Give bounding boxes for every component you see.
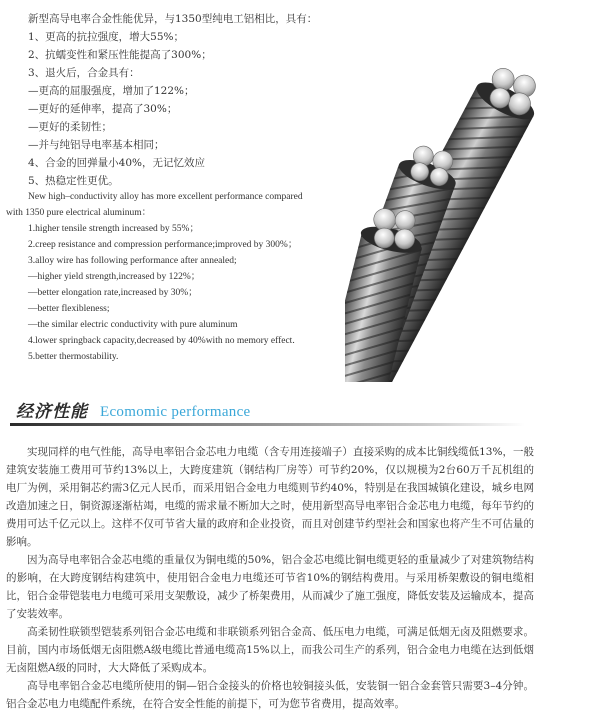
paragraph: 高导电率铝合金芯电缆所使用的铜—铝合金接头的价格也较铜接头低，安装铜一铝合金套管只需要3–4分钟。铝合金芯电力电缆配件系统，在符合安全性能的前提下，可为您节省费用，提高效率。 bbox=[6, 680, 534, 710]
cable-illustration bbox=[345, 52, 590, 382]
features-en-item: —better elongation rate,increased by 30%； bbox=[28, 288, 198, 298]
paragraph: 实现同样的电气性能，高导电率铝合金芯电力电缆（含专用连接端子）直接采购的成本比铜线缆低13%，一般建筑安装施工费用可节约13%以上，大跨度建筑（钢结构厂房等）可节约20%，仅以规模为2台60万千瓦机组的电厂为例，采用铜芯约需3亿元人民币，而采用铝合金电力电缆则节约40%，特别是在我国城镇化建设，城乡电网改造加速之日，铜资源逐渐枯竭，电缆的需求量不断加大之时，使用新型高导电率铝合金芯电力电缆，每年节约的费用可达千亿元以上。这样不仅可节省大量的政府和企业投资，而且对创建节约型社会和国家也将产生不可估量的影响。 bbox=[6, 446, 534, 548]
features-en-item: —higher yield strength,increased by 122%； bbox=[28, 272, 201, 282]
economic-performance-body bbox=[6, 443, 534, 713]
features-zh-line: 2、抗蠕变性和紧压性能提高了300%； bbox=[28, 49, 212, 61]
paragraph: 因为高导电率铝合金芯电缆的重量仅为铜电缆的50%，铝合金芯电缆比铜电缆更轻的重量减少了对建筑物结构的影响，在大跨度钢结构建筑中，使用铝合金电力电缆还可节省10%的钢结构费用。与采用桥架敷设的铜电缆相比，铝合金带铠装电力电缆可采用支架敷设，减少了桥架费用，从而减少了施工强度，降低安装及运输成本，提高了安装效率。 bbox=[6, 554, 534, 620]
features-en-item: 4.lower springback capacity,decreased by 40%with no memory effect. bbox=[28, 336, 295, 346]
features-en bbox=[6, 189, 346, 365]
features-zh-line: —更好的柔韧性； bbox=[28, 121, 112, 133]
features-zh-line: 5、热稳定性更优。 bbox=[28, 175, 119, 187]
features-en-item: 1.higher tensile strength increased by 55%； bbox=[28, 224, 199, 234]
features-zh-line: 4、合金的回弹量小40%，无记忆效应 bbox=[28, 157, 206, 169]
features-en-item: 2.creep resistance and compression performance;improved by 300%； bbox=[28, 240, 298, 250]
features-en-item: 3.alloy wire has following performance after annealed; bbox=[28, 256, 237, 266]
section-title-zh: 经济性能 bbox=[16, 402, 88, 422]
features-zh-line: 新型高导电率合金性能优异，与1350型纯电工铝相比，具有： bbox=[28, 13, 318, 25]
features-zh-line: 3、退火后，合金具有： bbox=[28, 67, 140, 79]
features-zh-line: —更好的延伸率，提高了30%； bbox=[28, 103, 178, 115]
section-heading bbox=[10, 393, 580, 433]
section-underline bbox=[10, 423, 525, 426]
features-zh-line: —并与纯铝导电率基本相同； bbox=[28, 139, 165, 151]
features-en-intro: New high–conductivity alloy has more excellent performance compared bbox=[28, 192, 303, 202]
features-zh-line: —更高的屈服强度，增加了122%； bbox=[28, 85, 195, 97]
features-zh-line: 1、更高的抗拉强度，增大55%； bbox=[28, 31, 185, 43]
paragraph: 高柔韧性联锁型铠装系列铝合金芯电缆和非联锁系列铝合金高、低压电力电缆，可满足低烟无卤及阻燃要求。目前，国内市场低烟无卤阻燃A级电缆比普通电缆高15%以上，而我公司生产的系列，铝合金电力电缆在达到低烟无卤阻燃A级的同时，大大降低了采购成本。 bbox=[6, 626, 534, 674]
features-en-item: 5.better thermostability. bbox=[28, 352, 119, 362]
features-en-intro: with 1350 pure electrical aluminum： bbox=[6, 208, 152, 218]
features-zh bbox=[28, 10, 358, 190]
features-en-item: —better flexibleness; bbox=[28, 304, 110, 314]
section-title-en: Ecomomic performance bbox=[100, 404, 251, 420]
features-en-item: —the similar electric conductivity with pure aluminum bbox=[28, 320, 238, 330]
